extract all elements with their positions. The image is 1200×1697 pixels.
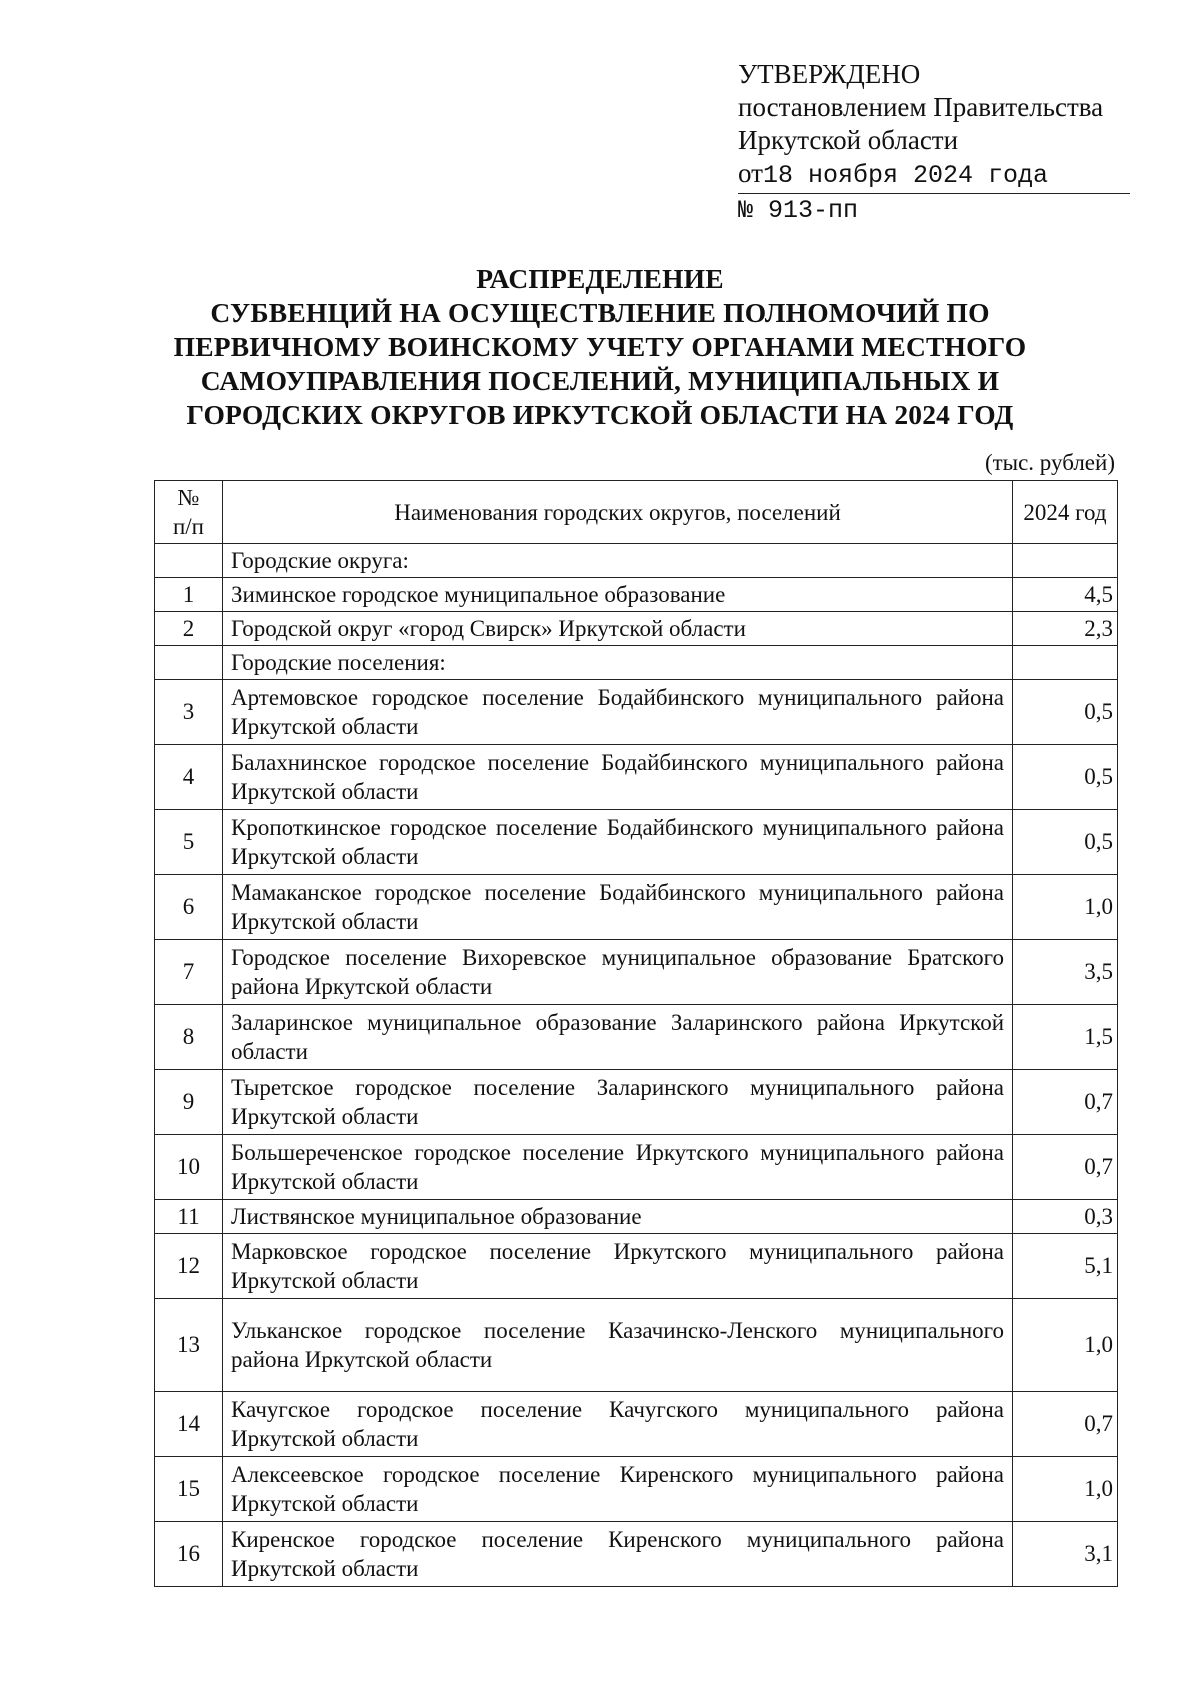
row-value: 1,0 xyxy=(1013,1457,1118,1522)
row-number xyxy=(155,646,223,680)
document-title xyxy=(120,262,1080,432)
header-number-symbol: № xyxy=(177,485,200,510)
row-number: 1 xyxy=(155,578,223,612)
row-number xyxy=(155,544,223,578)
row-value: 2,3 xyxy=(1013,612,1118,646)
row-name: Ульканское городское поселение Казачинско-Ленского муниципального района Иркутской области xyxy=(223,1299,1013,1392)
row-value: 0,5 xyxy=(1013,680,1118,745)
row-name: Тыретское городское поселение Заларинского муниципального района Иркутской области xyxy=(223,1070,1013,1135)
row-value: 0,3 xyxy=(1013,1200,1118,1234)
table-row xyxy=(155,1457,1118,1522)
row-number: 14 xyxy=(155,1392,223,1457)
row-name: Артемовское городское поселение Бодайбинского муниципального района Иркутской области xyxy=(223,680,1013,745)
table-row xyxy=(155,1070,1118,1135)
row-value: 1,0 xyxy=(1013,875,1118,940)
row-value: 1,5 xyxy=(1013,1005,1118,1070)
row-name: Листвянское муниципальное образование xyxy=(223,1200,1013,1234)
row-name: Городские округа: xyxy=(223,544,1013,578)
title-line-2: СУБВЕНЦИЙ НА ОСУЩЕСТВЛЕНИЕ ПОЛНОМОЧИЙ ПО xyxy=(210,297,990,328)
row-value xyxy=(1013,646,1118,680)
table-row xyxy=(155,1005,1118,1070)
row-name: Городской округ «город Свирск» Иркутской области xyxy=(223,612,1013,646)
table-section-row xyxy=(155,544,1118,578)
row-name: Городские поселения: xyxy=(223,646,1013,680)
table-row xyxy=(155,940,1118,1005)
approval-block xyxy=(738,58,1130,227)
approval-date-line xyxy=(738,157,1130,194)
row-name: Качугское городское поселение Качугского муниципального района Иркутской области xyxy=(223,1392,1013,1457)
approval-title: УТВЕРЖДЕНО xyxy=(738,59,921,89)
table-row xyxy=(155,680,1118,745)
row-name: Балахнинское городское поселение Бодайбинского муниципального района Иркутской области xyxy=(223,745,1013,810)
table-row xyxy=(155,578,1118,612)
row-value: 0,7 xyxy=(1013,1135,1118,1200)
title-line-5: ГОРОДСКИХ ОКРУГОВ ИРКУТСКОЙ ОБЛАСТИ НА 2024 ГОД xyxy=(186,399,1014,430)
row-name: Заларинское муниципальное образование Заларинского района Иркутской области xyxy=(223,1005,1013,1070)
row-number: 15 xyxy=(155,1457,223,1522)
row-number: 10 xyxy=(155,1135,223,1200)
approval-number: № 913-пп xyxy=(738,196,859,225)
header-name: Наименования городских округов, поселений xyxy=(223,481,1013,544)
row-number: 3 xyxy=(155,680,223,745)
distribution-table xyxy=(154,480,1118,1587)
table-row xyxy=(155,875,1118,940)
header-number xyxy=(155,481,223,544)
row-value: 0,5 xyxy=(1013,745,1118,810)
row-value xyxy=(1013,544,1118,578)
row-name: Кропоткинское городское поселение Бодайбинского муниципального района Иркутской области xyxy=(223,810,1013,875)
row-number: 2 xyxy=(155,612,223,646)
row-value: 0,5 xyxy=(1013,810,1118,875)
table-row xyxy=(155,1299,1118,1392)
row-value: 0,7 xyxy=(1013,1070,1118,1135)
table-row xyxy=(155,1135,1118,1200)
header-number-abbr: п/п xyxy=(172,514,204,539)
row-name: Алексеевское городское поселение Киренского муниципального района Иркутской области xyxy=(223,1457,1013,1522)
row-number: 13 xyxy=(155,1299,223,1392)
row-value: 1,0 xyxy=(1013,1299,1118,1392)
row-value: 3,1 xyxy=(1013,1522,1118,1587)
row-number: 16 xyxy=(155,1522,223,1587)
row-name: Городское поселение Вихоревское муниципальное образование Братского района Иркутской области xyxy=(223,940,1013,1005)
row-number: 8 xyxy=(155,1005,223,1070)
row-number: 6 xyxy=(155,875,223,940)
approval-date: 18 ноября 2024 года xyxy=(762,161,1048,190)
approval-date-prefix: от xyxy=(738,158,763,188)
table-row xyxy=(155,1200,1118,1234)
row-number: 4 xyxy=(155,745,223,810)
title-line-1: РАСПРЕДЕЛЕНИЕ xyxy=(476,263,724,294)
table-row xyxy=(155,612,1118,646)
unit-label: (тыс. рублей) xyxy=(984,450,1115,475)
row-value: 3,5 xyxy=(1013,940,1118,1005)
title-line-4: САМОУПРАВЛЕНИЯ ПОСЕЛЕНИЙ, МУНИЦИПАЛЬНЫХ И xyxy=(200,365,1000,396)
row-name: Зиминское городское муниципальное образование xyxy=(223,578,1013,612)
row-name: Марковское городское поселение Иркутского муниципального района Иркутской области xyxy=(223,1234,1013,1299)
table-row xyxy=(155,1392,1118,1457)
table-body xyxy=(155,544,1118,1587)
table-section-row xyxy=(155,646,1118,680)
title-line-3: ПЕРВИЧНОМУ ВОИНСКОМУ УЧЕТУ ОРГАНАМИ МЕСТНОГО xyxy=(173,331,1027,362)
approval-line-2: постановлением Правительства xyxy=(738,92,1104,122)
table-header-row xyxy=(155,481,1118,544)
row-value: 0,7 xyxy=(1013,1392,1118,1457)
row-name: Большереченское городское поселение Иркутского муниципального района Иркутской области xyxy=(223,1135,1013,1200)
row-number: 7 xyxy=(155,940,223,1005)
table-row xyxy=(155,745,1118,810)
row-name: Мамаканское городское поселение Бодайбинского муниципального района Иркутской области xyxy=(223,875,1013,940)
row-number: 11 xyxy=(155,1200,223,1234)
row-number: 5 xyxy=(155,810,223,875)
row-number: 9 xyxy=(155,1070,223,1135)
table-row xyxy=(155,1234,1118,1299)
table-row xyxy=(155,810,1118,875)
row-name: Киренское городское поселение Киренского муниципального района Иркутской области xyxy=(223,1522,1013,1587)
row-number: 12 xyxy=(155,1234,223,1299)
header-year: 2024 год xyxy=(1013,481,1118,544)
row-value: 4,5 xyxy=(1013,578,1118,612)
approval-line-3: Иркутской области xyxy=(738,125,959,155)
row-value: 5,1 xyxy=(1013,1234,1118,1299)
table-row xyxy=(155,1522,1118,1587)
